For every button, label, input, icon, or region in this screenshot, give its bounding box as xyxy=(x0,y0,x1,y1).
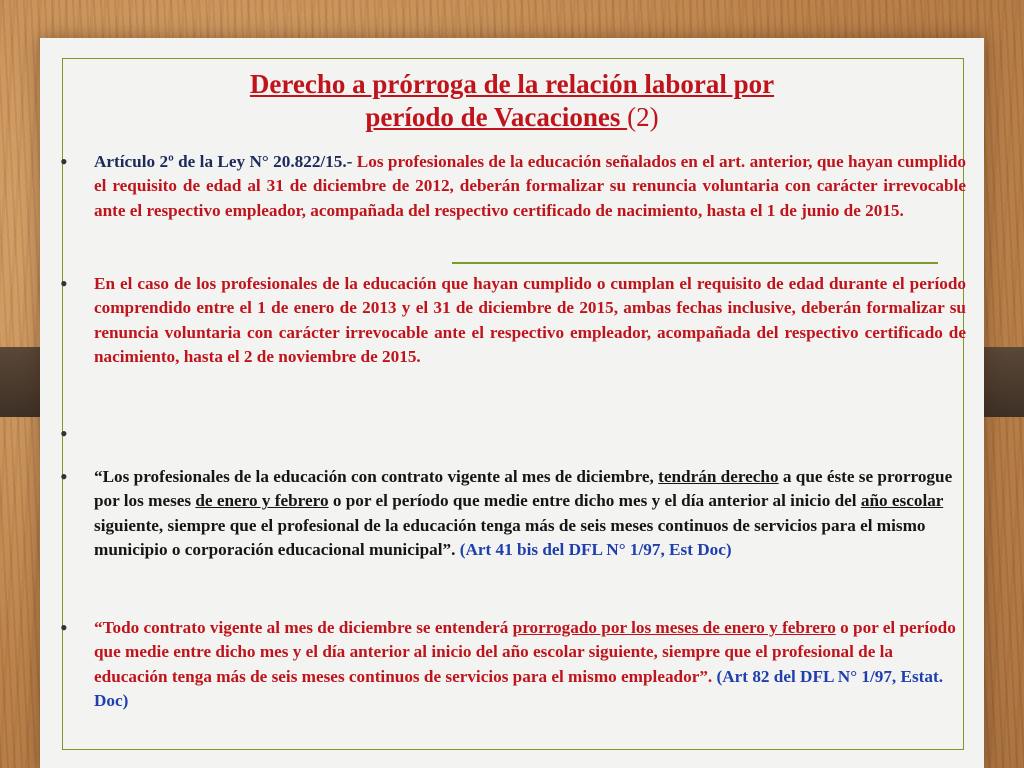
bullet-icon: • xyxy=(60,149,68,174)
title-line-1: Derecho a prórroga de la relación laboral por xyxy=(249,69,775,99)
section-divider xyxy=(452,262,938,264)
bullet-icon: • xyxy=(60,464,68,489)
citation: (Art 41 bis del DFL N° 1/97, Est Doc) xyxy=(459,540,732,560)
bullet-icon: • xyxy=(60,271,68,296)
bullet-text: Artículo 2º de la Ley N° 20.822/15.- Los profesionales de la educación señalados en el art. anterior, que hayan cumplido el requisito de edad al 31 de diciembre de 2012, deberán formalizar su renuncia voluntaria con carácter irrevocable ante el respectivo empleador, acompañada del respectivo certificado de nacimiento, hasta el 1 de junio de 2015. xyxy=(94,152,966,220)
bullet-icon: • xyxy=(60,615,68,640)
citation: (Art 82 del DFL N° 1/97, Estat. Doc) xyxy=(94,666,944,711)
title-line-2 xyxy=(100,101,924,134)
bullet-text: “Los profesionales de la educación con contrato vigente al mes de diciembre, tendrán derecho a que éste se prorrogue por los meses de enero y febrero o por el período que medie entre dicho mes y el día anterior al inicio del año escolar siguiente, siempre que el profesional de la educación tenga más de seis meses continuos de servicios para el mismo municipio o corporación educacional municipal”. (Art 41 bis del DFL N° 1/97, Est Doc) xyxy=(94,467,953,560)
bullet-text: “Todo contrato vigente al mes de diciembre se entenderá prorrogado por los meses de enero y febrero o por el período que medie entre dicho mes y el día anterior al inicio del año escolar siguiente, siempre que el profesional de la educación tenga más de seis meses continuos de servicios para el mismo empleador”. (Art 82 del DFL N° 1/97, Estat. Doc) xyxy=(94,618,956,711)
law-reference: Artículo 2º de la Ley N° 20.822/15.- xyxy=(94,152,357,171)
title-line-2-underlined: período de Vacaciones xyxy=(365,102,628,132)
slide-title xyxy=(100,68,924,134)
title-number: (2) xyxy=(627,102,659,132)
bullet-text: En el caso de los profesionales de la educación que hayan cumplido o cumplan el requisito de edad durante el período comprendido entre el 1 de enero de 2013 y el 31 de diciembre de 2015, ambas fechas inclusive, deberán formalizar su renuncia voluntaria con carácter irrevocable ante el respectivo empleador, acompañada del respectivo certificado de nacimiento, hasta el 2 de noviembre de 2015. xyxy=(94,274,966,367)
bullet-icon: • xyxy=(60,421,68,446)
